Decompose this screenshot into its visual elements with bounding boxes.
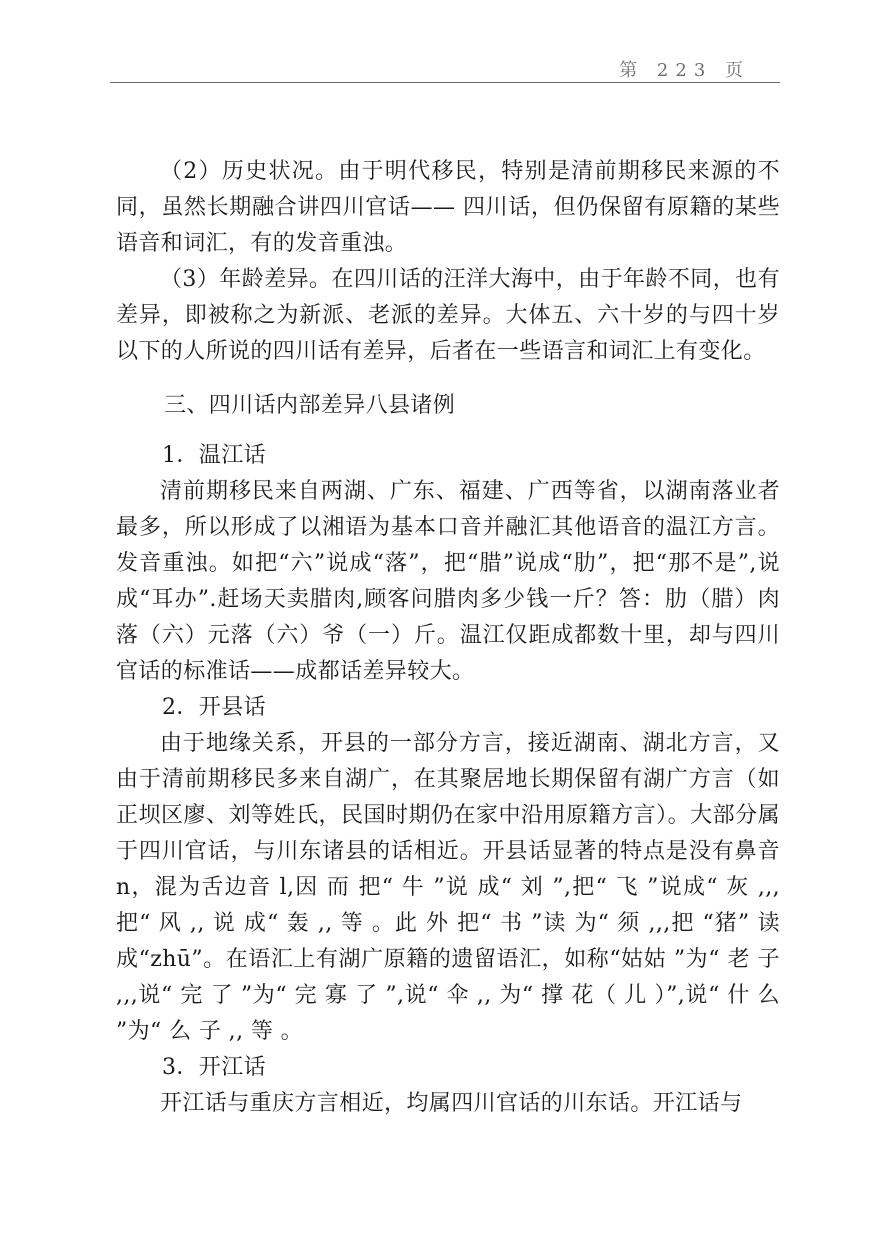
paragraph-wenjiang: 清前期移民来自两湖、广东、福建、广西等省，以湖南落业者最多，所以形成了以湘语为基本口音并融汇其他语音的温江方言。发音重浊。如把“六”说成“落”，把“腊”说成“肋”，把“那不是”,说成“耳办”.赶场天卖腊肉,顾客问腊肉多少钱一斤？答：肋（腊）肉落（六）元落（六）爷（一）斤。温江仅距成都数十里，却与四川官话的标准话——成都话差异较大。 xyxy=(116,479,780,684)
paragraph-kaixian: 由于地缘关系，开县的一部分方言，接近湖南、湖北方言，又由于清前期移民多来自湖广，在其聚居地长期保留有湖广方言（如正坝区廖、刘等姓氏，民国时期仍在家中沿用原籍方言）。大部分属于四川官话，与川东诸县的话相近。开县话显著的特点是没有鼻音 n，混为舌边音 l,因 而 把“ 牛 ”说 成“ 刘 ”,把“ 飞 ”说成“ 灰 ,,,把“ 风 ,, 说 成“ 轰 ,, 等 。此 外 把“ 书 ”读 为“ 须 ,,,把 “猪” 读成“zhū”。在语汇上有湖广原籍的遗留语汇，如称“姑姑 ”为“ 老 子 ,,,说“ 完 了 ”为“ 完 寡 了 ”,说“ 伞 ,, 为“ 撑 花（ 儿 ）”,说“ 什 么 ”为“ 么 子 ,, 等 。 xyxy=(116,731,788,1044)
paragraph-history: （2）历史状况。由于明代移民，特别是清前期移民来源的不同，虽然长期融合讲四川官话—— 四川话，但仍保留有原籍的某些语音和词汇，有的发音重浊。 xyxy=(116,159,780,256)
page-number: 第 223 页 xyxy=(619,60,750,81)
section-heading: 三、四川话内部差异八县诸例 xyxy=(164,393,456,418)
document-body xyxy=(116,154,788,1122)
page-header xyxy=(110,0,780,83)
paragraph-age: （3）年龄差异。在四川话的汪洋大海中，由于年龄不同，也有差异，即被称之为新派、老派的差异。大体五、六十岁的与四十岁以下的人所说的四川话有差异，后者在一些语言和词汇上有变化。 xyxy=(116,267,780,364)
item-title-kaixian: 2．开县话 xyxy=(162,695,266,720)
item-title-kaijiang: 3．开江话 xyxy=(162,1055,266,1080)
paragraph-kaijiang: 开江话与重庆方言相近，均属四川官话的川东话。开江话与 xyxy=(160,1091,743,1116)
item-title-wenjiang: 1．温江话 xyxy=(162,443,266,468)
